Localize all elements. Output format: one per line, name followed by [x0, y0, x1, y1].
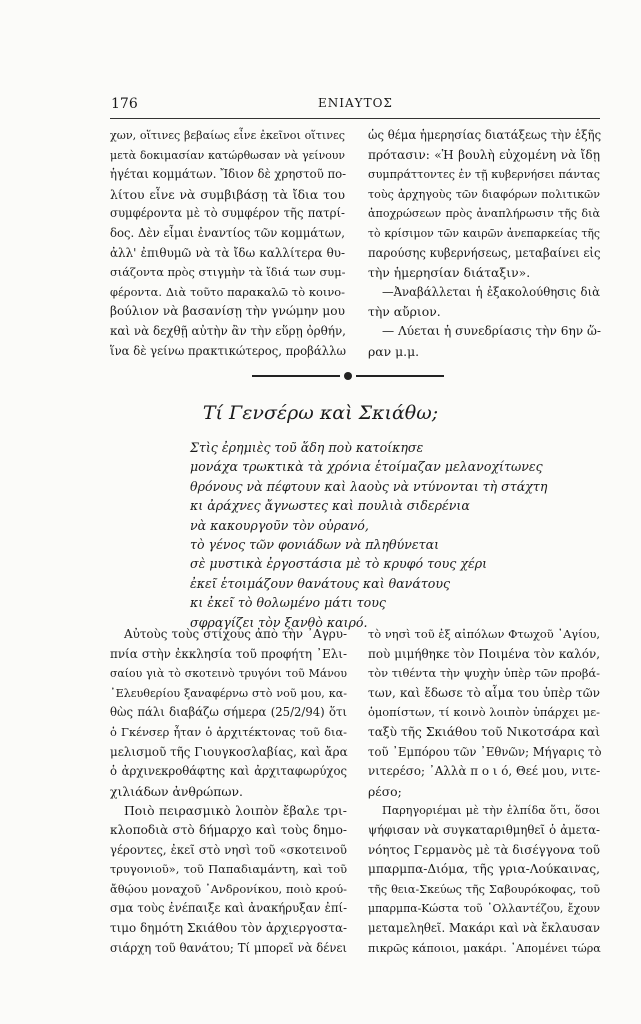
text-line: νόητος Γερμανὸς μὲ τὰ δισέγγονα τοῦ — [368, 842, 600, 857]
text-line: ἡγέται κομμάτων. Ἴδιον δὲ χρηστοῦ πο- — [110, 167, 347, 182]
text-line: ἀποχρώσεων πρὸς ἀναπλήρωσιν τῆς διὰ — [368, 207, 600, 221]
text-line: μελισμοῦ τῆς Γιουγκοσλαβίας, καὶ ἄρα — [110, 744, 348, 759]
divider-bar-right — [356, 375, 444, 377]
text-line: σιάζοντα πρὸς στιγμὴν τὰ ἴδιά των συμ- — [110, 265, 346, 280]
text-line: σμα τοὺς ἐνέπαιξε καὶ ἀνακήρυξαν ἐπί- — [110, 901, 347, 916]
poem-line: Στὶς ἐρημιὲς τοῦ ἅδη ποὺ κατοίκησε — [190, 440, 424, 455]
text-line: Παρηγοριέμαι μὲ τὴν ἐλπίδα ὅτι, ὅσοι — [382, 804, 600, 818]
text-column-bottom-left — [110, 625, 347, 958]
text-line: τρυγονιοῦ», τοῦ Παπαδιαμάντη, καὶ τοῦ — [110, 862, 347, 877]
text-line: συμπράττοντες ἐν τῇ κυβερνήσει πάντας — [368, 168, 600, 182]
poem-line: σφραγίζει τὸν ξανθὸ καιρό. — [190, 614, 368, 630]
poem-line: κι ἀράχνες ἄγνωστες καὶ πουλιὰ σιδερένια — [190, 498, 470, 514]
text-line: —Ἀναβάλλεται ἡ ἐξακολούθησις διὰ — [382, 284, 600, 299]
text-line: τοῦ ᾿Εμπόρου τῶν ᾿Εθνῶν; Μήγαρις τὸ — [368, 744, 602, 759]
divider-dot — [344, 372, 352, 380]
text-line: ὁμοπίστων, τί κοινὸ λοιπὸν ὑπάρχει με- — [368, 705, 600, 720]
text-line: ὡς θέμα ἡμερησίας διατάξεως τὴν ἑξῆς — [368, 128, 602, 142]
text-line: σαίου γιὰ τὸ σκοτεινὸ τρυγόνι τοῦ Μάνου — [110, 667, 347, 681]
text-line: χων, οἵτινες βεβαίως εἶνε ἐκεῖνοι οἵτινες — [110, 129, 345, 142]
text-line: κλοποδιὰ στὸ δήμαρχο καὶ τοὺς δημο- — [110, 822, 347, 837]
text-line: ᾿Ελευθερίου ξαναφέρνω στὸ νοῦ μου, κα- — [110, 686, 347, 700]
page-number: 176 — [111, 96, 138, 112]
text-line: τὸ κρίσιμον τῶν καιρῶν ἀνεπαρκείας τῆς — [368, 226, 600, 240]
text-column-top-left — [110, 126, 345, 361]
text-line: τοὺς ἀρχηγοὺς τῶν διαφόρων πολιτικῶν — [368, 187, 600, 201]
text-line: φέροντα. Διὰ τοῦτο παρακαλῶ τὸ κοινο- — [110, 284, 345, 299]
text-line: πνία στὴν ἐκκλησία τοῦ προφήτη ᾿Ελι- — [110, 646, 347, 661]
text-line: ὁ ἀρχινεκροθάφτης καὶ ἀρχιταφωρύχος — [110, 764, 347, 779]
text-line: ποὺ μιμήθηκε τὸν Ποιμένα τὸν καλόν, — [368, 646, 600, 661]
poem-line: σὲ μυστικὰ ἐργοστάσια μὲ τὸ κρυφό τους χέρι — [190, 556, 488, 572]
text-line: ἀλλ' ἐπιθυμῶ νὰ τὰ ἴδω καλλίτερα θυ- — [110, 245, 345, 260]
text-line: χιλιάδων ἀνθρώπων. — [110, 783, 243, 799]
poem-title: Τί Γενσέρω καὶ Σκιάθω; — [202, 402, 439, 424]
poem-line: θρόνους νὰ πέφτουν καὶ λαοὺς νὰ ντύνονται τὴ στάχτη — [190, 478, 548, 494]
text-line: τὸ νησὶ τοῦ ἐξ αἰπόλων Φτωχοῦ ᾿Αγίου, — [368, 627, 600, 641]
text-line: ὁ Γκένσερ ἦταν ὁ ἀρχιτέκτονας τοῦ δια- — [110, 724, 347, 739]
text-line: τὴν αὔριον. — [368, 304, 441, 320]
poem-line: μονάχα τρωκτικὰ τὰ χρόνια ἑτοίμαζαν μελανοχίτωνες — [190, 459, 543, 475]
text-line: — Λύεται ἡ συνεδρίασις τὴν 6ην ὥ- — [382, 323, 602, 338]
poem-line: τὸ γένος τῶν φονιάδων νὰ πληθύνεται — [190, 537, 440, 553]
text-line: των, καὶ ἔδωσε τὸ αἷμα του ὑπὲρ τῶν — [368, 685, 600, 700]
text-line: λίτου εἶνε νὰ συμβιβάσῃ τὰ ἴδια του — [110, 186, 345, 202]
text-line: πικρῶς κάποιοι, μακάρι. ᾿Απομένει τώρα — [368, 941, 601, 955]
text-line: ἵνα δὲ γείνω πρακτικώτερος, προβάλλω — [110, 343, 346, 358]
text-line: νιτερέσο; ᾿Αλλὰ π ο ι ό, Θεέ μου, νιτε- — [368, 764, 601, 779]
header-rule — [110, 118, 600, 119]
text-line: τὴν ἡμερησίαν διάταξιν». — [368, 265, 531, 281]
text-line: τῆς θεια-Σκεύως τῆς Σαβουρόκοφας, τοῦ — [368, 882, 600, 896]
text-column-bottom-right — [368, 625, 600, 958]
text-line: Ποιὸ πειρασμικὸ λοιπὸν ἔβαλε τρι- — [124, 803, 347, 819]
text-line: ρέσο; — [368, 783, 402, 799]
text-line: μεταμεληθεῖ. Μακάρι καὶ νὰ ἔκλαυσαν — [368, 920, 600, 935]
divider-bar-left — [252, 375, 340, 377]
poem — [190, 438, 547, 632]
text-line: μετὰ δοκιμασίαν κατώρθωσαν νὰ γείνουν — [110, 148, 345, 162]
text-line: τιμο δημότη Σκιάθου τὸν ἀρχιεργοστα- — [110, 920, 347, 935]
text-line: τὸν τιθέντα τὴν ψυχὴν ὑπὲρ τῶν προβά- — [368, 666, 600, 681]
text-line: βούλιον νὰ βασανίσῃ τὴν γνώμην μου — [110, 304, 345, 319]
text-line: καὶ νὰ δεχθῇ αὐτὴν ἂν τὴν εὕρῃ ὀρθήν, — [110, 323, 346, 338]
text-line: γέροντες, ἐκεῖ στὸ νησὶ τοῦ «σκοτεινοῦ — [110, 842, 347, 857]
text-line: μπαρμπα-Διόμα, τῆς γρια-Λούκαινας, — [368, 862, 600, 877]
text-line: δος. Δὲν εἶμαι ἐναντίος τῶν κομμάτων, — [110, 225, 345, 240]
poem-line: κι ἐκεῖ τὸ θολωμένο μάτι τους — [190, 595, 386, 611]
text-line: ραν μ.μ. — [368, 343, 420, 359]
text-line: θὼς πάλι διαβάζω σήμερα (25/2/94) ὅτι — [110, 705, 347, 720]
text-line: πρότασιν: «Ἡ βουλὴ εὐχομένη νὰ ἴδῃ — [368, 147, 600, 162]
text-line: σιάρχη τοῦ θανάτου; Τί μπορεῖ νὰ δένει — [110, 940, 347, 955]
text-line: συμφέροντα μὲ τὸ συμφέρον τῆς πατρί- — [110, 206, 345, 221]
text-line: ταξὺ τῆς Σκιάθου τοῦ Νικοτσάρα καὶ — [368, 724, 600, 739]
text-line: Αὐτοὺς τοὺς στίχους ἀπὸ τὴν ᾿Αγρυ- — [124, 627, 347, 641]
text-line: ψήφισαν νὰ συγκαταριθμηθεῖ ὁ ἀμετα- — [368, 822, 600, 837]
text-column-top-right — [368, 126, 600, 361]
text-line: μπαρμπα-Κώστα τοῦ ᾿Ολλαντέζου, ἔχουν — [368, 902, 600, 916]
running-title: ΕΝΙΑΥΤΟΣ — [318, 96, 393, 110]
poem-line: νὰ κακουργοῦν τὸν οὐρανό, — [190, 517, 369, 533]
poem-line: ἐκεῖ ἑτοιμάζουν θανάτους καὶ θανάτους — [190, 575, 451, 591]
text-line: παρούσης κυβερνήσεως, μεταβαίνει εἰς — [368, 245, 601, 260]
section-divider-ornament — [252, 371, 444, 381]
text-line: ἄθῴου μοναχοῦ ᾿Ανδρονίκου, ποιὸ κρού- — [110, 881, 347, 896]
